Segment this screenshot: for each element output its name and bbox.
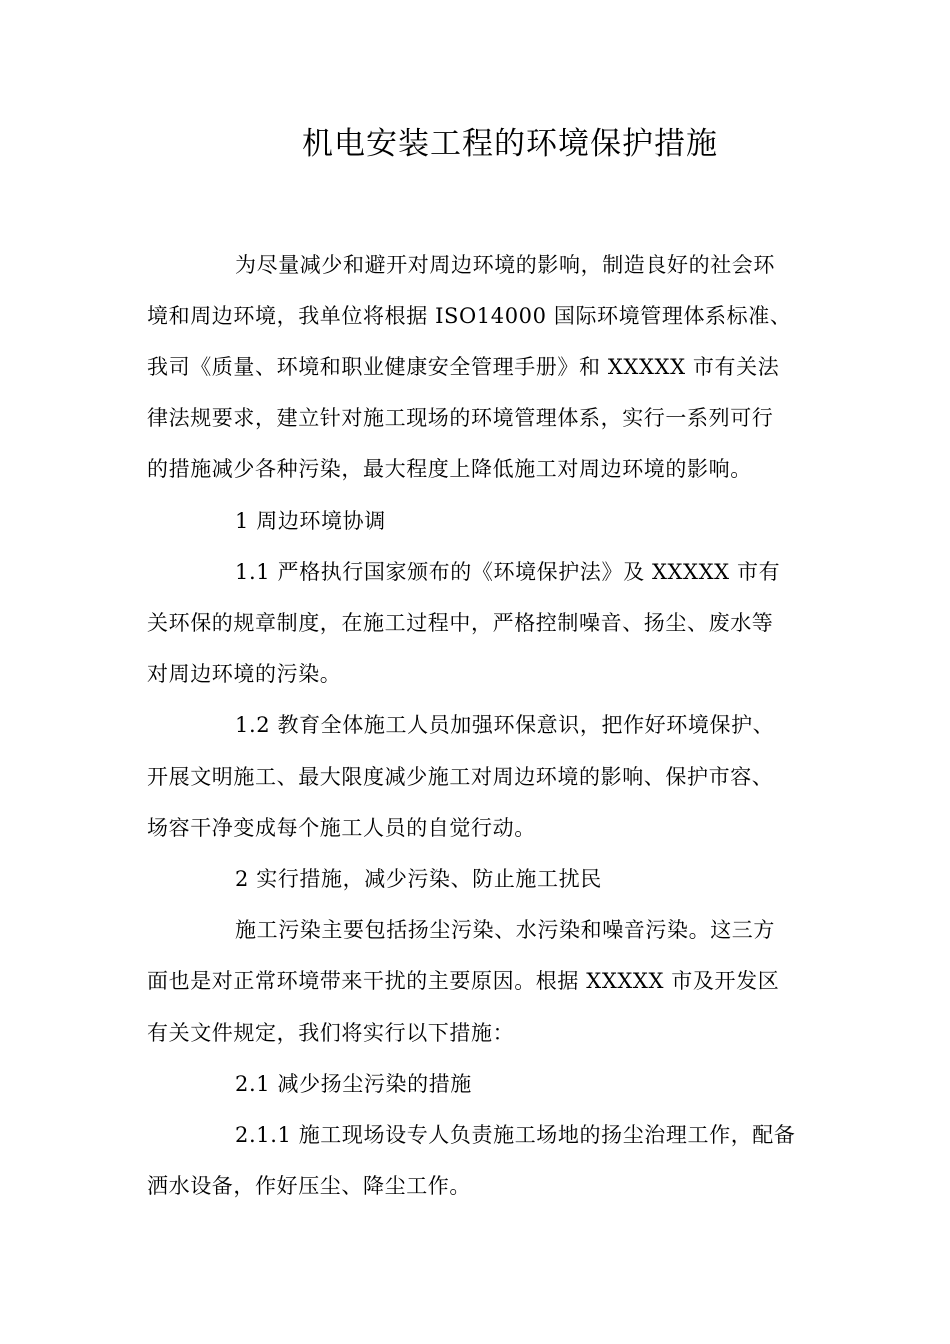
document-title: 机电安装工程的环境保护措施 — [302, 126, 718, 162]
paragraph-line: 对周边环境的污染。 — [147, 662, 342, 686]
paragraph-line: 施工污染主要包括扬尘污染、水污染和噪音污染。这三方 — [235, 918, 775, 942]
paragraph-line: 2.1.1 施工现场设专人负责施工场地的扬尘治理工作，配备 — [235, 1123, 796, 1147]
paragraph-line: 洒水设备，作好压尘、降尘工作。 — [147, 1174, 471, 1198]
paragraph-line: 1.2 教育全体施工人员加强环保意识，把作好环境保护、 — [235, 713, 775, 737]
paragraph-line: 场容干净变成每个施工人员的自觉行动。 — [147, 816, 536, 840]
paragraph-line: 1.1 严格执行国家颁布的《环境保护法》及 XXXXX 市有 — [235, 560, 781, 584]
subsection-heading: 2.1 减少扬尘污染的措施 — [235, 1072, 472, 1096]
paragraph-line: 关环保的规章制度，在施工过程中，严格控制噪音、扬尘、废水等 — [147, 611, 774, 635]
paragraph-line: 有关文件规定，我们将实行以下措施： — [147, 1021, 515, 1045]
paragraph-line: 境和周边环境，我单位将根据 ISO14000 国际环境管理体系标准、 — [147, 304, 792, 328]
paragraph-line: 为尽量减少和避开对周边环境的影响，制造良好的社会环 — [235, 253, 775, 277]
paragraph-line: 律法规要求，建立针对施工现场的环境管理体系，实行一系列可行 — [147, 406, 774, 430]
paragraph-line: 的措施减少各种污染，最大程度上降低施工对周边环境的影响。 — [147, 457, 752, 481]
section-heading: 1 周边环境协调 — [235, 509, 386, 533]
paragraph-line: 开展文明施工、最大限度减少施工对周边环境的影响、保护市容、 — [147, 765, 774, 789]
paragraph-line: 我司《质量、环境和职业健康安全管理手册》和 XXXXX 市有关法 — [147, 355, 780, 379]
paragraph-line: 面也是对正常环境带来干扰的主要原因。根据 XXXXX 市及开发区 — [147, 969, 780, 993]
section-heading: 2 实行措施，减少污染、防止施工扰民 — [235, 867, 602, 891]
